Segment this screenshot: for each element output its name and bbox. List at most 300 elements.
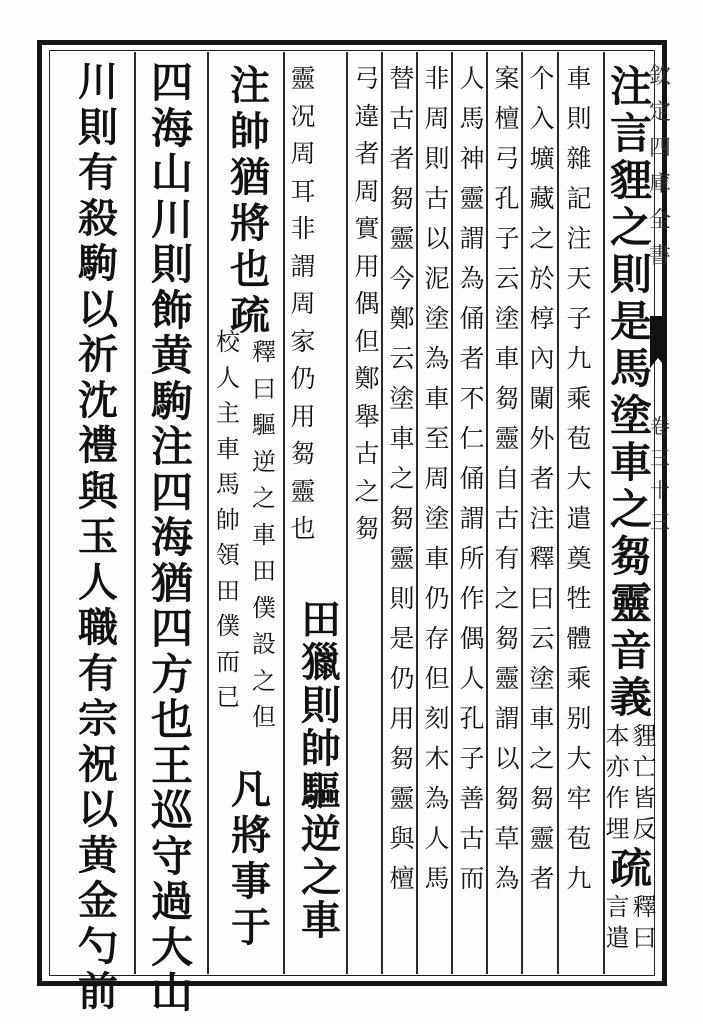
text-column-4 (489, 66, 525, 966)
text-column-12 (142, 58, 202, 1017)
text-char: 凡 (231, 766, 271, 813)
text-char: 為 (494, 864, 520, 893)
text-char: 家 (290, 326, 316, 356)
annotation-pair (606, 724, 657, 848)
margin-char: 三 (650, 446, 670, 470)
text-char: 以 (78, 285, 118, 333)
text-char: 用 (290, 401, 316, 431)
annotation-char: 言 (605, 893, 630, 921)
text-char: 馬 (459, 104, 485, 133)
text-char: 馬 (609, 344, 652, 393)
text-char: 塗 (494, 304, 520, 333)
commentary-text (566, 66, 591, 906)
text-char: 子 (459, 744, 485, 773)
text-char: 之 (494, 584, 520, 613)
text-char: 泥 (424, 264, 450, 293)
text-char: 孔 (459, 704, 485, 733)
annotation-char: 貍 (632, 722, 657, 750)
text-char: 但 (252, 703, 276, 731)
text-char: 帥 (301, 725, 341, 772)
text-char: 鄭 (354, 364, 380, 393)
text-char: 勺 (78, 922, 118, 970)
text-char: 仍 (389, 664, 415, 693)
text-char: 人 (459, 64, 485, 93)
text-char: 海 (150, 103, 193, 153)
text-char: 木 (424, 744, 450, 773)
text-char: 違 (354, 101, 380, 131)
text-char: 謂 (459, 504, 485, 533)
annotation-char: 反 (632, 815, 657, 843)
text-char: 芻 (389, 744, 415, 773)
text-char: 苞 (566, 824, 592, 853)
text-column-10 (222, 62, 278, 346)
text-char: 禮 (78, 422, 118, 469)
main-text-run (150, 58, 193, 1018)
margin-char: 全 (648, 208, 671, 233)
text-char: 以 (494, 744, 520, 773)
text-char: 車 (529, 704, 555, 733)
text-char: 則 (389, 584, 415, 613)
text-char: 天 (566, 264, 592, 293)
text-char: 宗 (78, 695, 118, 742)
text-char: 逆 (252, 447, 276, 476)
text-char: 與 (389, 824, 415, 853)
text-char: 是 (609, 297, 652, 346)
text-column-1 (605, 62, 657, 966)
text-char: 雜 (566, 144, 592, 173)
text-char: 芻 (494, 384, 520, 413)
text-char: 但 (424, 664, 450, 693)
text-char: 田 (252, 557, 276, 585)
text-char: 靈 (529, 824, 555, 853)
margin-char: 四 (648, 136, 671, 161)
text-char: 芻 (389, 184, 415, 213)
text-char: 釋 (529, 544, 555, 573)
text-char: 而 (459, 864, 485, 893)
text-char: 今 (389, 264, 415, 293)
text-char: 車 (494, 344, 520, 373)
main-text-run (230, 62, 270, 342)
text-char: 注 (529, 504, 555, 533)
column-rule (603, 52, 605, 974)
text-char: 過 (150, 877, 193, 926)
text-char: 子 (494, 224, 520, 253)
text-char: 者 (354, 139, 380, 168)
text-char: 僕 (216, 612, 240, 640)
text-char: 苞 (566, 424, 592, 453)
text-char: 車 (252, 520, 276, 549)
text-char: 芻 (609, 532, 652, 581)
annotation-char: 亦 (605, 753, 630, 781)
text-char: 車 (424, 544, 450, 573)
text-char: 山 (150, 968, 193, 1017)
text-char: 駒 (78, 240, 118, 287)
text-char: 四 (150, 58, 193, 107)
text-char: 設 (252, 630, 276, 658)
text-char: 與 (78, 467, 118, 515)
text-column-11 (210, 330, 246, 750)
text-char: 校 (216, 328, 240, 356)
text-char: 靈 (494, 424, 520, 453)
main-text-run (301, 596, 341, 944)
text-column-11-main (222, 766, 280, 970)
text-char: 䦨 (529, 384, 555, 413)
text-char: 音 (609, 626, 652, 675)
commentary-text (494, 66, 519, 906)
text-char: 仁 (459, 424, 485, 453)
text-column-8 (349, 66, 385, 966)
text-column-13 (68, 58, 128, 1015)
margin-char: 庫 (648, 172, 671, 197)
text-char: 芻 (529, 784, 555, 813)
margin-char: 欽 (648, 64, 671, 89)
text-char: 則 (150, 240, 193, 289)
column-rule (346, 52, 348, 974)
text-column-7 (384, 66, 420, 966)
text-char: 存 (424, 624, 450, 653)
text-char: 外 (529, 424, 555, 453)
text-column-2 (560, 66, 598, 966)
text-char: 靈 (389, 224, 415, 253)
text-char: 大 (566, 744, 592, 773)
text-char: 實 (354, 214, 380, 243)
text-char: 巡 (150, 786, 193, 835)
text-char: 用 (354, 251, 380, 281)
column-rule (283, 52, 285, 974)
commentary-text (424, 66, 449, 906)
margin-char: 書 (648, 244, 671, 269)
text-char: 仍 (424, 584, 450, 613)
text-char: 而 (216, 647, 240, 676)
text-char: 芻 (494, 624, 520, 653)
text-column-9 (286, 66, 320, 606)
text-char: 山 (150, 149, 193, 198)
text-char: 人 (216, 363, 240, 392)
text-char: 也 (230, 246, 270, 293)
text-char: 塗 (609, 391, 652, 440)
text-char: 之 (252, 484, 276, 512)
text-char: 者 (529, 464, 555, 493)
text-char: 者 (389, 144, 415, 173)
commentary-text (529, 66, 554, 906)
main-text-run (231, 766, 271, 954)
text-char: 於 (529, 264, 555, 293)
text-char: 乘 (566, 664, 592, 693)
text-char: 刻 (424, 704, 450, 733)
text-char: 驅 (252, 411, 276, 439)
text-char: 車 (566, 64, 592, 93)
text-char: 周 (290, 139, 316, 168)
text-char: 玉 (78, 513, 118, 560)
text-char: 曰 (529, 584, 555, 613)
text-char: 也 (290, 514, 316, 543)
text-char: 以 (78, 786, 118, 833)
text-char: 謂 (459, 224, 485, 253)
annotation-char: 皆 (632, 784, 657, 812)
text-char: 為 (424, 344, 450, 373)
text-column-5 (454, 66, 490, 966)
text-char: 言 (609, 109, 652, 158)
text-char: 之 (354, 476, 380, 506)
text-char: 田 (216, 576, 240, 605)
text-char: 古 (459, 824, 485, 853)
text-char: 疏 (230, 292, 270, 339)
column-rule (207, 52, 209, 974)
text-char: 四 (150, 467, 193, 517)
text-char: 芻 (494, 784, 520, 813)
text-char: 四 (150, 604, 193, 653)
text-char: 善 (459, 784, 485, 813)
annotation-char: 曰 (632, 924, 657, 952)
text-char: 非 (290, 214, 316, 243)
text-char: 靈 (389, 544, 415, 573)
text-char: 靈 (459, 184, 485, 213)
annotation-char: 釋 (632, 893, 657, 921)
text-char: 牲 (566, 584, 592, 613)
text-char: 守 (150, 831, 193, 881)
text-char: 之 (252, 666, 276, 695)
text-char: 猶 (150, 558, 193, 608)
annotation-char: 本 (605, 722, 630, 750)
text-char: 于 (231, 904, 271, 951)
commentary-text (216, 330, 240, 721)
text-char: 靈 (290, 476, 316, 506)
text-char: 則 (78, 103, 118, 151)
text-char: 主 (216, 399, 240, 427)
annotation-char: 遣 (605, 924, 630, 952)
text-char: 人 (78, 558, 118, 606)
text-char: 偶 (459, 624, 485, 653)
text-char: 注 (566, 224, 592, 253)
annotation-char: 埋 (605, 815, 630, 843)
text-char: 芻 (354, 514, 380, 543)
text-char: 弓 (354, 64, 380, 93)
text-char: 塗 (424, 504, 450, 533)
text-char: 記 (566, 184, 592, 213)
text-char: 車 (389, 424, 415, 453)
text-char: 奠 (566, 544, 592, 573)
text-char: 俑 (459, 464, 485, 493)
text-char: 偶 (354, 289, 380, 318)
text-char: 黄 (78, 831, 118, 879)
text-column-10-commentary (247, 340, 281, 800)
text-char: 遣 (566, 504, 592, 533)
text-char: 至 (424, 424, 450, 453)
text-char: 塗 (424, 304, 450, 333)
text-char: 注 (230, 62, 270, 109)
text-char: 沈 (78, 376, 118, 424)
text-char: 鄭 (389, 304, 415, 333)
margin-char: 三 (650, 510, 670, 534)
text-char: 前 (78, 968, 118, 1015)
text-char: 神 (459, 144, 485, 173)
text-char: 靈 (389, 784, 415, 813)
text-char: 海 (150, 513, 193, 562)
text-char: 乘 (566, 384, 592, 413)
text-char: 自 (494, 464, 520, 493)
text-char: 有 (78, 149, 118, 196)
text-char: 將 (230, 200, 270, 247)
text-char: 飾 (150, 285, 193, 335)
text-char: 古 (424, 184, 450, 213)
text-char: 王 (150, 740, 193, 790)
text-char: 古 (354, 439, 380, 468)
text-char: 驅 (301, 768, 341, 815)
text-char: 猶 (230, 154, 270, 201)
text-char: 塗 (389, 384, 415, 413)
text-char: 靈 (290, 64, 316, 93)
text-char: 周 (424, 464, 450, 493)
text-char: 則 (609, 250, 652, 299)
text-char: 逆 (301, 811, 341, 858)
text-char: 有 (494, 544, 520, 573)
text-char: 川 (150, 194, 193, 244)
main-text-run (609, 62, 652, 724)
text-char: 九 (566, 864, 592, 893)
text-char: 但 (354, 326, 380, 356)
text-char: 以 (424, 224, 450, 253)
text-char: 帥 (230, 108, 270, 155)
text-char: 則 (301, 682, 341, 729)
text-char: 用 (389, 704, 415, 733)
text-char: 不 (459, 384, 485, 413)
text-char: 疏 (609, 844, 652, 893)
text-char: 檀 (494, 104, 520, 133)
text-char: 祈 (78, 331, 118, 378)
text-char: 大 (566, 464, 592, 493)
text-char: 方 (150, 649, 193, 699)
text-char: 芻 (389, 504, 415, 533)
text-char: 則 (566, 104, 592, 133)
text-column-8-main (296, 596, 346, 970)
margin-char: 卷 (650, 414, 670, 438)
text-char: 內 (529, 344, 555, 373)
text-char: 釋 (252, 338, 276, 366)
text-char: 俑 (459, 304, 485, 333)
text-char: 將 (231, 812, 271, 859)
text-char: 帥 (216, 505, 240, 534)
text-char: 之 (609, 203, 652, 252)
text-char: 藏 (529, 184, 555, 213)
text-char: 替 (389, 64, 415, 93)
text-char: 領 (216, 541, 240, 569)
commentary-text (252, 340, 276, 742)
margin-char: 十 (650, 478, 670, 502)
text-char: 牢 (566, 784, 592, 813)
text-char: 車 (301, 897, 341, 944)
text-char: 謂 (494, 704, 520, 733)
text-char: 人 (424, 824, 450, 853)
text-char: 僕 (252, 593, 276, 622)
text-char: 云 (494, 264, 520, 293)
text-char: 貍 (609, 156, 652, 205)
text-char: 之 (301, 854, 341, 901)
text-char: 獵 (301, 639, 341, 686)
text-char: 非 (424, 64, 450, 93)
margin-char: 定 (648, 100, 671, 125)
text-column-6 (419, 66, 455, 966)
text-char: 事 (231, 858, 271, 905)
text-char: 黄 (150, 331, 193, 380)
text-char: 車 (424, 384, 450, 413)
text-char: 塗 (529, 664, 555, 693)
text-char: 之 (609, 485, 652, 534)
text-char: 古 (389, 104, 415, 133)
text-char: 為 (424, 784, 450, 813)
text-char: 注 (609, 62, 652, 111)
text-char: 則 (424, 144, 450, 173)
text-char: 馬 (216, 470, 240, 498)
text-char: 田 (301, 596, 341, 643)
text-char: 弓 (494, 144, 520, 173)
text-char: 車 (609, 438, 652, 487)
text-char: 大 (150, 922, 193, 972)
text-char: 之 (389, 464, 415, 493)
text-char: 舉 (354, 401, 380, 431)
commentary-text (290, 66, 315, 554)
text-char: 作 (459, 584, 485, 613)
text-char: 曰 (252, 374, 276, 403)
text-char: 古 (494, 504, 520, 533)
text-char: 謂 (290, 251, 316, 281)
text-char: 祝 (78, 740, 118, 788)
text-char: 耳 (290, 176, 316, 206)
text-char: 周 (354, 176, 380, 206)
text-char: 為 (459, 264, 485, 293)
text-char: 芻 (290, 439, 316, 468)
text-char: 駒 (150, 376, 193, 426)
text-char: 椁 (529, 304, 555, 333)
text-char: 别 (566, 704, 592, 733)
text-char: 云 (389, 344, 415, 373)
text-char: 个 (529, 64, 555, 93)
text-char: 注 (150, 422, 193, 471)
commentary-text (389, 66, 414, 906)
text-char: 周 (290, 289, 316, 318)
text-char: 義 (609, 673, 652, 722)
text-char: 所 (459, 544, 485, 573)
text-char: 人 (459, 664, 485, 693)
text-char: 金 (78, 877, 118, 924)
text-char: 九 (566, 344, 592, 373)
text-char: 馬 (424, 864, 450, 893)
annotation-pair (606, 895, 657, 957)
text-char: 况 (290, 101, 316, 131)
text-char: 職 (78, 604, 118, 651)
text-char: 是 (389, 624, 415, 653)
text-char: 者 (459, 344, 485, 373)
text-char: 仍 (290, 364, 316, 393)
text-char: 也 (150, 695, 193, 744)
text-char: 靈 (609, 579, 652, 628)
main-text-run (609, 844, 652, 895)
text-char: 之 (529, 224, 555, 253)
text-char: 殺 (78, 194, 118, 242)
main-text-run (78, 58, 118, 1018)
text-char: 川 (78, 58, 118, 105)
text-char: 有 (78, 649, 118, 697)
text-char: 云 (529, 624, 555, 653)
annotation-char: 亡 (632, 753, 657, 781)
text-char: 壙 (529, 144, 555, 173)
text-column-3 (524, 66, 560, 966)
commentary-text (459, 66, 484, 906)
column-rule (134, 52, 136, 974)
text-char: 檀 (389, 864, 415, 893)
text-char: 者 (529, 864, 555, 893)
text-char: 之 (529, 744, 555, 773)
text-char: 周 (424, 104, 450, 133)
